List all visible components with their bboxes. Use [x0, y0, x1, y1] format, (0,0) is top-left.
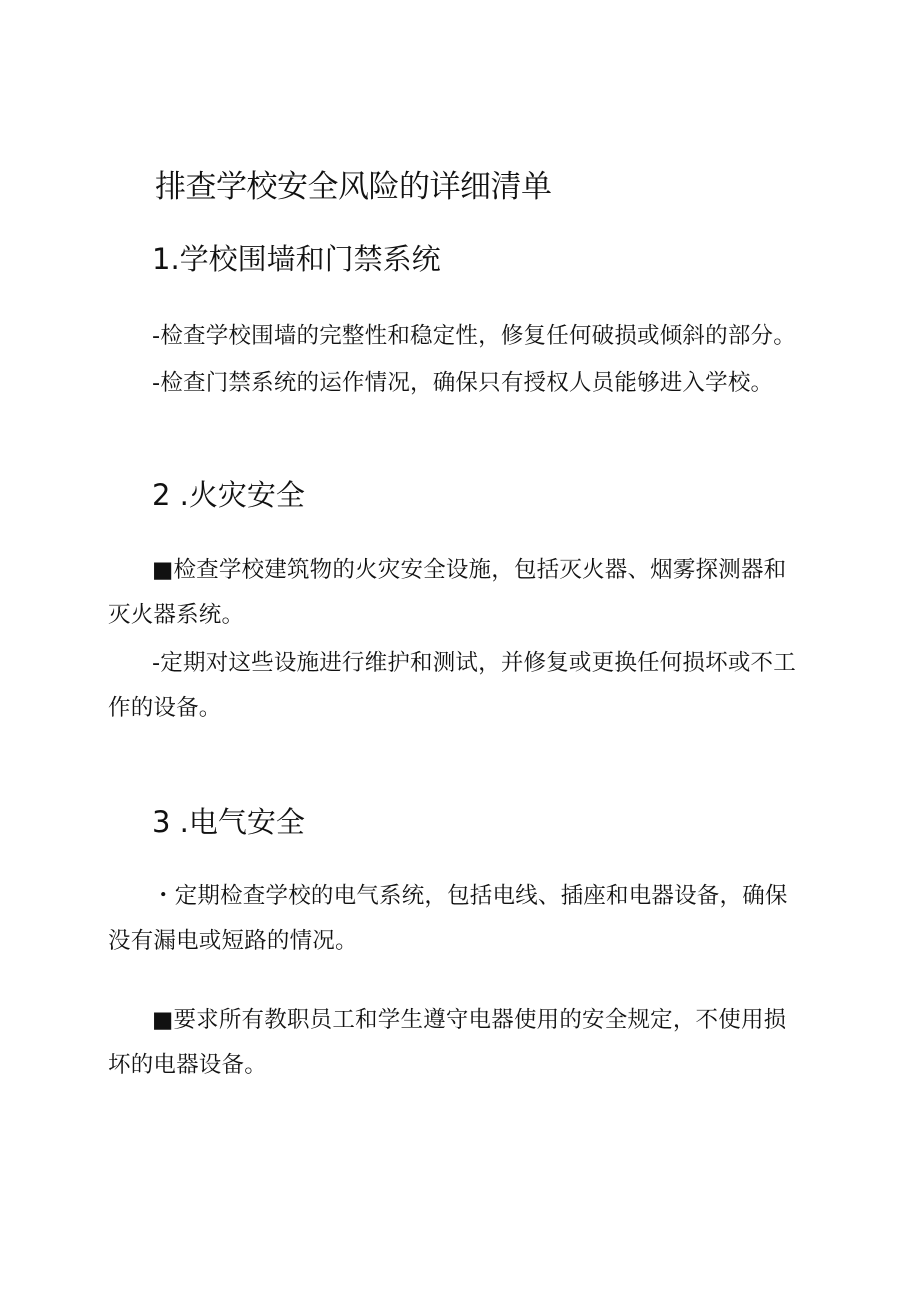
- checklist-item: ■要求所有教职员工和学生遵守电器使用的安全规定，不使用损坏的电器设备。: [108, 1007, 787, 1078]
- checklist-item: -定期对这些设施进行维护和测试，并修复或更换任何损坏或不工作的设备。: [108, 650, 796, 721]
- checklist-item: ■检查学校建筑物的火灾安全设施，包括灭火器、烟雾探测器和灭火器系统。: [108, 557, 787, 628]
- section-heading-electrical-safety: 3 .电气安全: [152, 805, 305, 839]
- checklist-item: -检查学校围墙的完整性和稳定性，修复任何破损或倾斜的部分。: [152, 323, 796, 349]
- section-heading-fire-safety: 2 .火灾安全: [152, 478, 305, 512]
- section-heading-fence-access: 1.学校围墙和门禁系统: [152, 242, 441, 276]
- checklist-item: -检查门禁系统的运作情况，确保只有授权人员能够进入学校。: [152, 370, 774, 396]
- checklist-item: ・定期检查学校的电气系统，包括电线、插座和电器设备，确保没有漏电或短路的情况。: [108, 883, 788, 954]
- document-title: 排查学校安全风险的详细清单: [155, 169, 552, 205]
